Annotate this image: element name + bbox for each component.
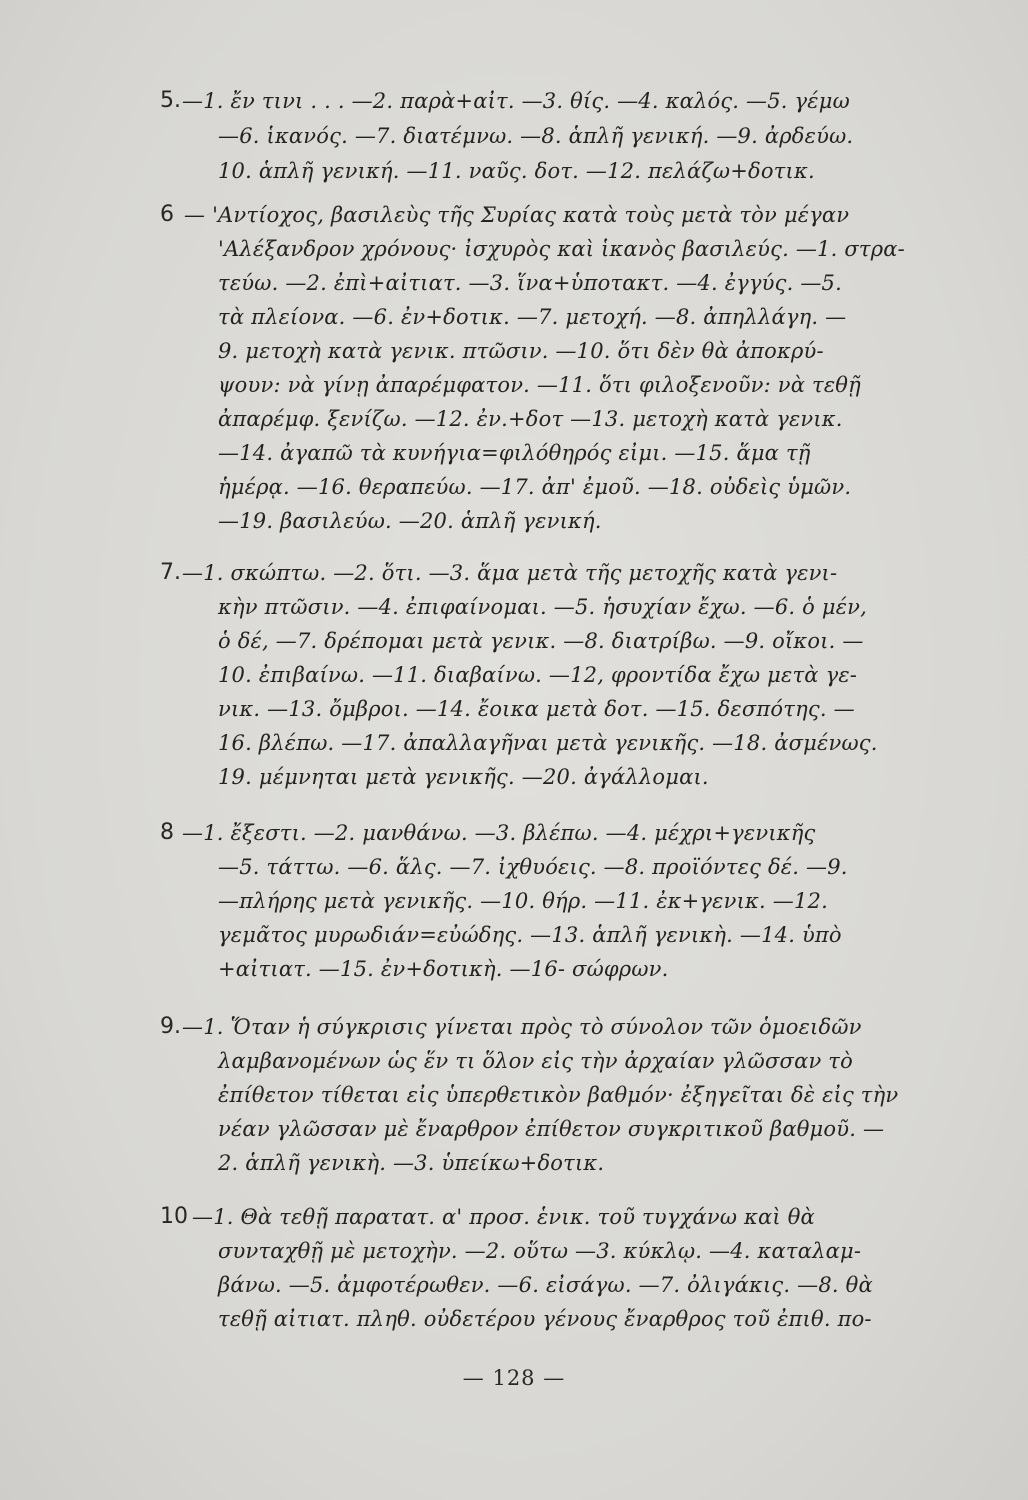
text-line: —πλήρης μετὰ γενικῆς. —10. θήρ. —11. ἐκ+γενικ. —12.	[218, 889, 828, 913]
exercise-number: 9.	[160, 1014, 181, 1039]
text-line: 10. ἁπλῆ γενική. —11. ναῦς. δοτ. —12. πελάζω+δοτικ.	[218, 159, 815, 183]
exercise-number: 5.	[160, 88, 181, 113]
text-line: +αἰτιατ. —15. ἐν+δοτικὴ. —16- σώφρων.	[218, 957, 669, 981]
text-line: κὴν πτῶσιν. —4. ἐπιφαίνομαι. —5. ἡσυχίαν ἔχω. —6. ὁ μέν,	[218, 595, 868, 619]
text-line: τεύω. —2. ἐπὶ+αἰτιατ. —3. ἵνα+ὑποτακτ. —4. ἐγγύς. —5.	[218, 271, 842, 295]
text-line: λαμβανομένων ὡς ἕν τι ὅλον εἰς τὴν ἀρχαίαν γλῶσσαν τὸ	[218, 1049, 853, 1073]
text-line: ὁ δέ, —7. δρέπομαι μετὰ γενικ. —8. διατρίβω. —9. οἴκοι. —	[218, 629, 864, 653]
text-line: 2. ἁπλῆ γενικὴ. —3. ὑπείκω+δοτικ.	[218, 1151, 605, 1175]
exercise-6	[160, 198, 980, 543]
text-line: 9. μετοχὴ κατὰ γενικ. πτῶσιν. —10. ὅτι δὲν θὰ ἀποκρύ-	[218, 339, 824, 363]
text-line: συνταχθῇ μὲ μετοχὴν. —2. οὕτω —3. κύκλῳ. —4. καταλαμ-	[218, 1239, 862, 1263]
text-line: ψουν: νὰ γίνῃ ἀπαρέμφατον. —11. ὅτι φιλοξενοῦν: νὰ τεθῇ	[218, 373, 861, 397]
text-line: τεθῇ αἰτιατ. πληθ. οὐδετέρου γένους ἔναρθρος τοῦ ἐπιθ. πο-	[218, 1307, 872, 1331]
text-line: —6. ἱκανός. —7. διατέμνω. —8. ἁπλῆ γενική. —9. ἀρδεύω.	[218, 124, 854, 148]
text-line: 19. μέμνηται μετὰ γενικῆς. —20. ἀγάλλομαι.	[218, 765, 709, 789]
exercise-number: 8	[160, 820, 174, 845]
text-line: —1. ἔν τινι . . . —2. παρὰ+αἰτ. —3. θίς. —4. καλός. —5. γέμω	[182, 89, 850, 113]
text-line: νικ. —13. ὄμβροι. —14. ἔοικα μετὰ δοτ. —15. δεσπότης. —	[218, 697, 855, 721]
text-line: γεμᾶτος μυρωδιάν=εὐώδης. —13. ἁπλῆ γενικὴ. —14. ὑπὸ	[218, 923, 842, 947]
text-line: —1. σκώπτω. —2. ὅτι. —3. ἅμα μετὰ τῆς μετοχῆς κατὰ γενι-	[182, 561, 838, 585]
text-line: 10. ἐπιβαίνω. —11. διαβαίνω. —12, φροντίδα ἔχω μετὰ γε-	[218, 663, 858, 687]
text-line: ἐπίθετον τίθεται εἰς ὑπερθετικὸν βαθμόν· ἐξηγεῖται δὲ εἰς τὴν	[218, 1083, 899, 1107]
text-line: —1. Ὅταν ἡ σύγκρισις γίνεται πρὸς τὸ σύνολον τῶν ὁμοειδῶν	[182, 1015, 862, 1039]
page-number: — 128 —	[462, 1366, 566, 1390]
text-line: —14. ἀγαπῶ τὰ κυνήγια=φιλόθηρός εἰμι. —15. ἅμα τῇ	[218, 441, 811, 465]
text-line: 16. βλέπω. —17. ἀπαλλαγῆναι μετὰ γενικῆς. —18. ἀσμένως.	[218, 731, 878, 755]
text-line: — 'Αντίοχος, βασιλεὺς τῆς Συρίας κατὰ τοὺς μετὰ τὸν μέγαν	[184, 203, 850, 227]
text-line: νέαν γλῶσσαν μὲ ἔναρθρον ἐπίθετον συγκριτικοῦ βαθμοῦ. —	[218, 1117, 885, 1141]
text-line: ἀπαρέμφ. ξενίζω. —12. ἐν.+δοτ —13. μετοχὴ κατὰ γενικ.	[218, 407, 843, 431]
exercise-number: 7.	[160, 560, 181, 585]
text-line: βάνω. —5. ἀμφοτέρωθεν. —6. εἰσάγω. —7. ὀλιγάκις. —8. θὰ	[218, 1273, 873, 1297]
text-line: —1. ἔξεστι. —2. μανθάνω. —3. βλέπω. —4. μέχρι+γενικῆς	[182, 821, 816, 845]
text-line: τὰ πλείονα. —6. ἐν+δοτικ. —7. μετοχή. —8. ἀπηλλάγη. —	[218, 305, 847, 329]
exercise-10	[160, 1200, 980, 1340]
text-line: —5. τάττω. —6. ἅλς. —7. ἰχθυόεις. —8. προϊόντες δέ. —9.	[218, 855, 848, 879]
text-line: 'Αλέξανδρον χρόνους· ἰσχυρὸς καὶ ἱκανὸς βασιλεύς. —1. στρα-	[218, 237, 905, 261]
exercise-number: 10	[160, 1204, 188, 1229]
text-line: ἡμέρᾳ. —16. θεραπεύω. —17. ἀπ' ἐμοῦ. —18. οὐδεὶς ὑμῶν.	[218, 475, 852, 499]
exercise-8	[160, 816, 980, 991]
text-line: —19. βασιλεύω. —20. ἁπλῆ γενική.	[218, 509, 602, 533]
exercise-7	[160, 556, 980, 796]
text-line: —1. Θὰ τεθῇ παρατατ. α' προσ. ἑνικ. τοῦ τυγχάνω καὶ θὰ	[192, 1205, 815, 1229]
exercise-number: 6	[160, 202, 174, 227]
exercise-9	[160, 1010, 980, 1185]
exercise-5	[160, 84, 980, 194]
